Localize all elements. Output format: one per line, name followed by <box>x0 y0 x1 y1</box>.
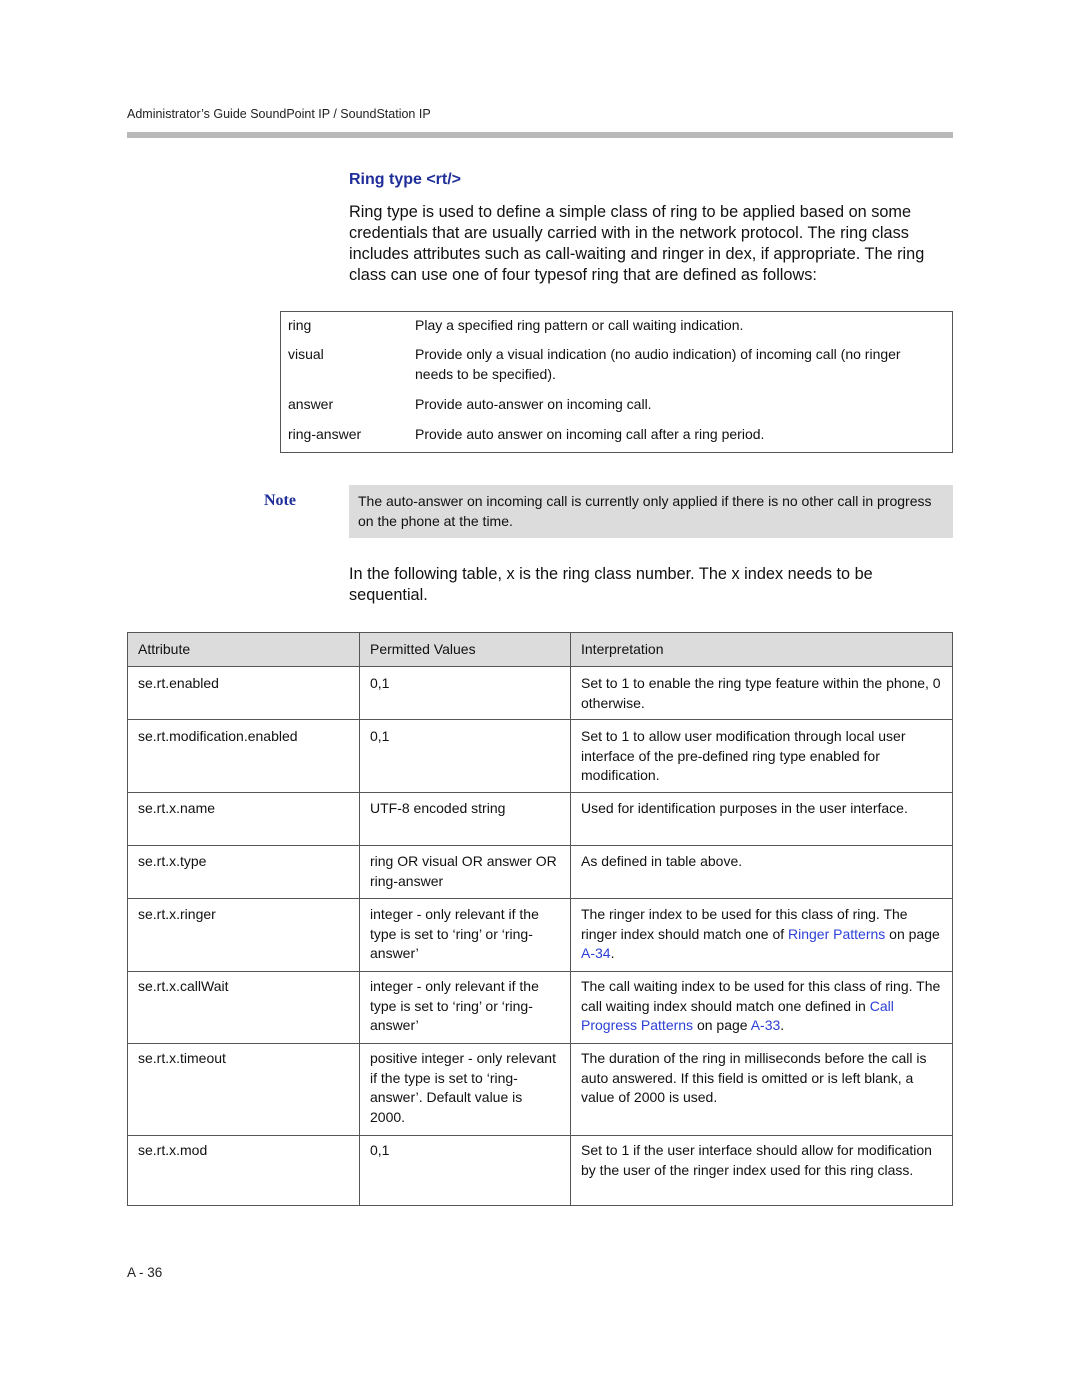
column-header-attribute: Attribute <box>138 641 191 657</box>
interpretation-cell: Used for identification purposes in the user interface. <box>581 800 908 816</box>
row-divider <box>128 666 952 667</box>
section-intro: Ring type is used to define a simple class of ring to be applied based on some credentials that are usually carried with in the network protocol. The ring class includes attributes such as call-waiting and ringer in dex, if appropriate. The ring class can use one of four typesof ring that are defined as follows: <box>349 203 925 284</box>
attribute-cell: se.rt.x.type <box>138 853 207 869</box>
values-cell: 0,1 <box>370 675 390 691</box>
ringer-patterns-link[interactable]: Ringer Patterns <box>788 925 886 942</box>
values-cell: ring OR visual OR answer OR ring-answer <box>370 853 557 889</box>
table-intro-text: In the following table, x is the ring class number. The x index needs to be sequential. <box>349 565 873 604</box>
page-ref-link[interactable]: A-34 <box>581 945 611 961</box>
column-header-permitted-values: Permitted Values <box>370 641 476 657</box>
values-cell: UTF-8 encoded string <box>370 800 506 816</box>
attribute-cell: se.rt.x.callWait <box>138 978 229 994</box>
header-rule <box>127 132 953 138</box>
ring-type-term: ring <box>288 317 312 333</box>
note-label: Note <box>264 492 296 509</box>
attribute-cell: se.rt.x.name <box>138 800 216 816</box>
section-title: Ring type <rt/> <box>349 171 462 188</box>
interpretation-text: The ringer index to be used for this class of ring. The ringer index should match one of <box>581 906 908 942</box>
row-divider <box>128 845 952 846</box>
page-number: A - 36 <box>127 1265 163 1280</box>
interpretation-cell: Set to 1 to allow user modification through local user interface of the pre-defined ring type enabled for modification. <box>581 728 906 783</box>
interpretation-text: on page <box>693 1017 751 1033</box>
values-cell: integer - only relevant if the type is set to ‘ring’ or ‘ring-answer’ <box>370 978 539 1033</box>
interpretation-cell: Set to 1 to enable the ring type feature within the phone, 0 otherwise. <box>581 675 941 711</box>
attribute-cell: se.rt.modification.enabled <box>138 728 298 744</box>
interpretation-cell: As defined in table above. <box>581 853 743 869</box>
interpretation-cell <box>581 977 946 1036</box>
attribute-cell: se.rt.x.mod <box>138 1142 208 1158</box>
call-progress-patterns-link[interactable]: Call Progress Patterns <box>581 997 894 1033</box>
ring-type-definition: Provide only a visual indication (no audio indication) of incoming call (no ringer needs to be specified). <box>415 346 901 382</box>
interpretation-text: on page <box>885 925 940 942</box>
ring-type-definition: Provide auto answer on incoming call after a ring period. <box>415 426 765 442</box>
ring-type-definition: Play a specified ring pattern or call waiting indication. <box>415 317 744 333</box>
values-cell: positive integer - only relevant if the type is set to ‘ring-answer’. Default value is 2000. <box>370 1050 556 1125</box>
row-divider <box>128 898 952 899</box>
ring-type-term: visual <box>288 346 324 362</box>
ring-type-term: answer <box>288 396 334 412</box>
note-box: The auto-answer on incoming call is currently only applied if there is no other call in progress on the phone at the time. <box>349 485 953 538</box>
interpretation-text: . <box>610 945 615 961</box>
row-divider <box>128 719 952 720</box>
interpretation-text: . <box>780 1017 785 1033</box>
attribute-cell: se.rt.x.timeout <box>138 1050 226 1066</box>
row-divider <box>128 1135 952 1136</box>
attribute-table <box>127 632 953 1206</box>
ring-type-definition: Provide auto-answer on incoming call. <box>415 396 652 412</box>
row-divider <box>128 792 952 793</box>
values-cell: 0,1 <box>370 728 390 744</box>
column-header-interpretation: Interpretation <box>581 641 664 657</box>
interpretation-cell <box>581 905 946 964</box>
interpretation-cell: The duration of the ring in milliseconds before the call is auto answered. If this field is omitted or is left blank, a value of 2000 is used. <box>581 1050 927 1105</box>
running-header: Administrator’s Guide SoundPoint IP / SoundStation IP <box>127 107 431 121</box>
attribute-cell: se.rt.x.ringer <box>138 906 216 922</box>
interpretation-cell: Set to 1 if the user interface should allow for modification by the user of the ringer index used for this ring class. <box>581 1142 932 1178</box>
row-divider <box>128 1043 952 1044</box>
values-cell: 0,1 <box>370 1142 390 1158</box>
interpretation-text: The call waiting index to be used for this class of ring. The call waiting index should match one defined in <box>581 978 941 1014</box>
ring-type-term: ring-answer <box>288 426 362 442</box>
attribute-cell: se.rt.enabled <box>138 675 219 691</box>
ring-types-box <box>280 311 953 453</box>
row-divider <box>128 971 952 972</box>
values-cell: integer - only relevant if the type is set to ‘ring’ or ‘ring-answer’ <box>370 906 539 961</box>
page-ref-link[interactable]: A-33 <box>750 1017 781 1033</box>
